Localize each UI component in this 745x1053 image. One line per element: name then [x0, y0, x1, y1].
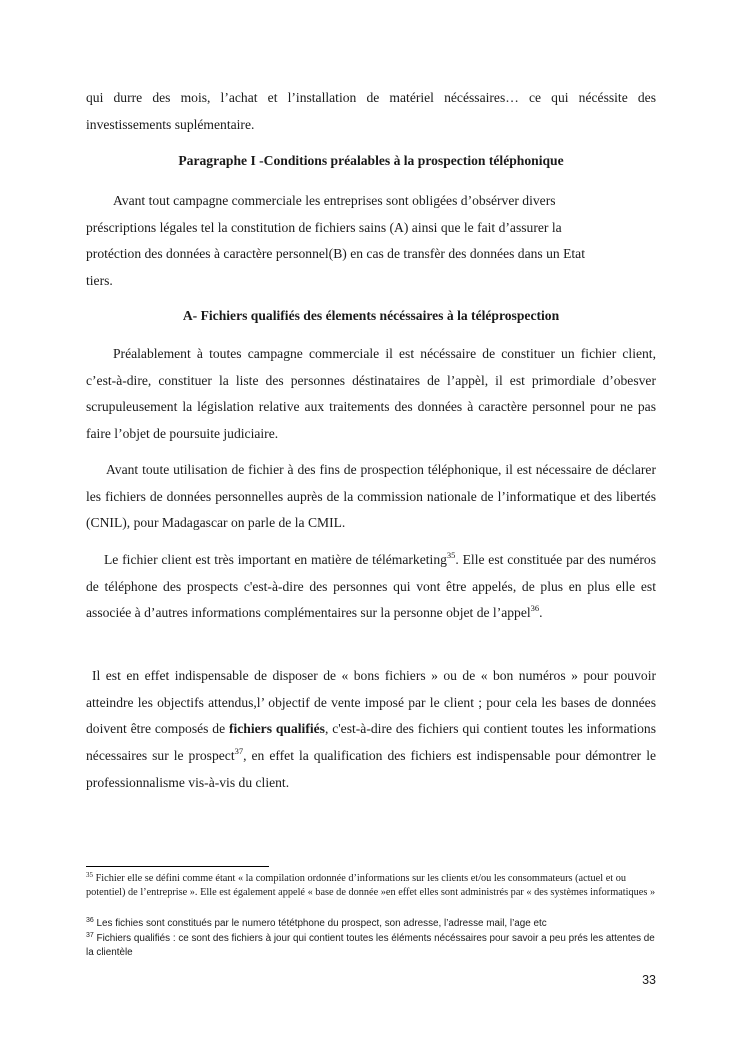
page-number: 33	[642, 973, 656, 987]
text-line: protéction des données à caractère personnel(B) en cas de transfèr des données dans un Etat	[86, 246, 585, 262]
footnote-text: Fichier elle se défini comme étant « la compilation ordonnée d’informations sur les clients et/ou les consommateurs (actuel et ou potentiel) de l’entreprise ». Elle est également appelé « base de donnée »en effet elles sont administrés par « des systèmes informatiques »	[86, 873, 656, 899]
text-run: . Elle est constituée par des numéros de téléphone des prospects c'est-à-dire des personnes qui vont être appelés, de plus en plus elle est associée à d’autres informations complémentaires sur la personne objet de l’appel	[86, 552, 657, 621]
paragraph	[86, 663, 656, 797]
section-heading: Paragraphe I -Conditions préalables à la prospection téléphonique	[178, 153, 564, 168]
footnote-35	[86, 872, 656, 901]
footnote-number: 36	[86, 917, 94, 924]
footnote-number: 35	[86, 871, 93, 879]
paragraph-text: Avant toute utilisation de fichier à des fins de prospection téléphonique, il est nécessaire de déclarer les fichiers de données personnelles auprès de la commission nationale de l’informatique et des libertés (CNIL), pour Madagascar on parle de la CMIL.	[86, 462, 656, 531]
paragraph-text	[86, 663, 656, 797]
footnote-ref: 35	[446, 550, 456, 560]
footnote-number: 37	[86, 932, 94, 939]
paragraph-text	[86, 547, 656, 627]
text-line: Avant tout campagne commerciale les entreprises sont obligées d’obsérver divers	[113, 193, 556, 208]
text-run: , c'est-à-dire des fichiers qui contient toutes les informations nécessaires sur le prospect	[86, 721, 656, 764]
paragraph-text: Préalablement à toutes campagne commerciale il est nécéssaire de constituer un fichier client, c’est-à-dire, constituer la liste des personnes déstinataires de l’appèl, il est primordiale d’obesver scrupuleusement la législation relative aux traitements des données à caractère personnel pour ne pas faire l’objet de poursuite judiciaire.	[86, 346, 656, 442]
text-run: Le fichier client est très important en matière de télémarketing	[104, 552, 447, 567]
footnote-ref: 36	[530, 603, 540, 614]
footnote-text: Les fichies sont constitués par le numero tététphone du prospect, son adresse, l’adresse mail, l’age etc	[93, 918, 547, 929]
footnote-text: Fichiers qualifiés : ce sont des fichiers à jour qui contient toutes les éléments nécéssaires pour savoir a peu prés les attentes de la clientèle	[86, 933, 655, 959]
text-line: préscriptions légales tel la constitution de fichiers sains (A) ainsi que le fait d’assurer la	[86, 219, 562, 235]
footnote-37	[86, 932, 656, 961]
text-line: investissements suplémentaire.	[86, 116, 255, 132]
text-run: .	[539, 605, 543, 621]
text-run: Il est en effet indispensable de disposer de « bons fichiers » ou de « bon numéros » pour pouvoir atteindre les objectifs attendus,l’ objectif de vente imposé par le client ; pour cela les bases de données doivent être composés de	[86, 668, 656, 737]
subsection-heading: A- Fichiers qualifiés des élements nécéssaires à la téléprospection	[182, 308, 560, 323]
bold-term: fichiers qualifiés	[228, 721, 325, 737]
text-line: qui durre des mois, l’achat et l’installation de matériel nécéssaires… ce qui nécéssite des	[86, 90, 656, 105]
paragraph-continuation	[86, 85, 656, 138]
footnote-ref: 37	[234, 746, 244, 757]
paragraph	[86, 341, 656, 448]
paragraph-intro	[86, 188, 656, 295]
footnote-separator	[86, 866, 269, 867]
footnote-36	[86, 917, 656, 931]
text-run: , en effet la qualification des fichiers est indispensable pour démontrer le professionnalisme vis-à-vis du client.	[86, 748, 657, 790]
text-line: tiers.	[86, 273, 113, 289]
paragraph	[86, 457, 656, 537]
paragraph	[86, 547, 656, 627]
